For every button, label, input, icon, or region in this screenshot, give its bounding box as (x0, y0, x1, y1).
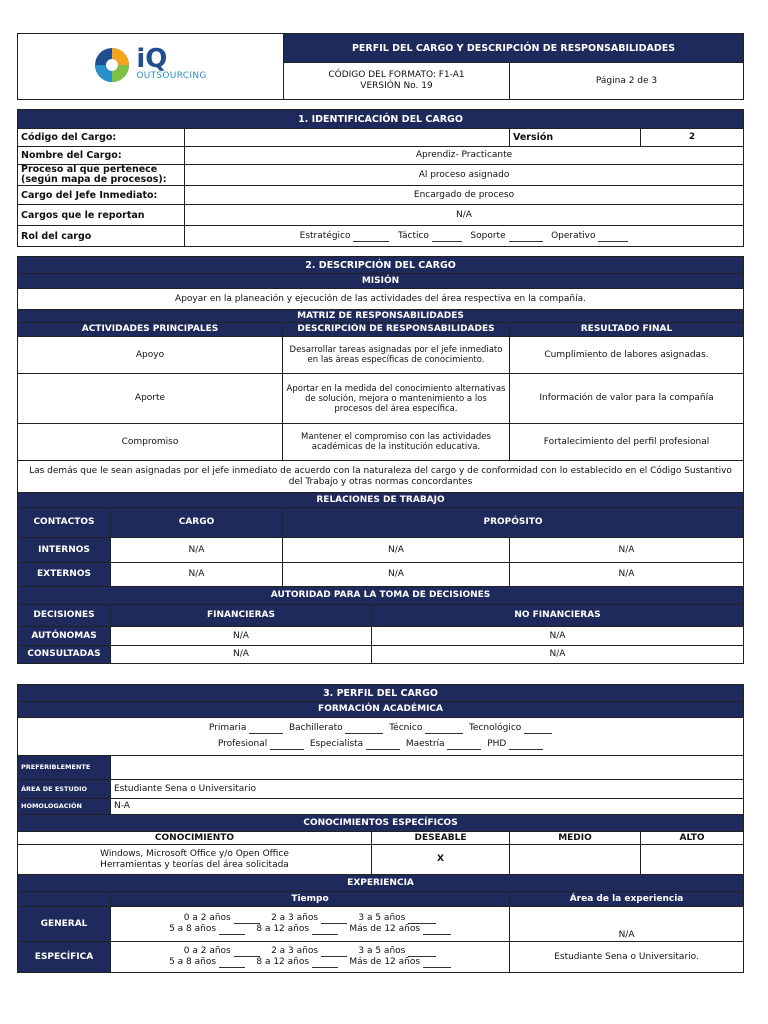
logo-swirl-icon (94, 47, 130, 83)
section-descripcion (17, 256, 744, 664)
table-row (18, 337, 744, 374)
conocimientos-title: CONOCIMIENTOS ESPECÍFICOS (18, 815, 744, 832)
logo-brand: iQ (136, 44, 168, 74)
table-row (18, 942, 744, 973)
aut-header-decisiones: DECISIONES (18, 605, 111, 627)
format-code-cell (284, 63, 510, 100)
tiempo-mas-12: Más de 12 años (349, 924, 421, 934)
rol-label: Rol del cargo (18, 226, 185, 247)
format-version: VERSIÓN No. 19 (360, 81, 433, 91)
exp-header-tiempo: Tiempo (111, 892, 510, 907)
aut-autonomas-fin: N/A (111, 627, 372, 646)
proceso-label: Proceso al que pertenece (según mapa de procesos): (18, 165, 185, 186)
aut-header-no-financieras: NO FINANCIERAS (372, 605, 744, 627)
mision-title: MISIÓN (18, 274, 744, 289)
matriz-descripcion: Aportar en la medida del conocimiento alternativas de solución, mejora o mantenimiento a los procesos del área específica. (283, 374, 510, 424)
rel-header-proposito: PROPÓSITO (283, 508, 744, 538)
exp-general-tiempo (111, 907, 510, 942)
table-row (18, 563, 744, 587)
document-title: PERFIL DEL CARGO Y DESCRIPCIÓN DE RESPONSABILIDADES (284, 34, 744, 63)
conoc-deseable-mark: X (372, 845, 510, 875)
tiempo-2-3: 2 a 3 años (271, 946, 319, 956)
table-row (18, 845, 744, 875)
tiempo-5-8: 5 a 8 años (169, 924, 217, 934)
homologacion-label: HOMOLOGACIÓN (18, 799, 111, 815)
exp-especifica-label: ESPECÍFICA (18, 942, 111, 973)
autoridad-title: AUTORIDAD PARA LA TOMA DE DECISIONES (18, 587, 744, 605)
rel-externos-proposito-1: N/A (283, 563, 510, 587)
rel-internos-cargo: N/A (111, 538, 283, 563)
formacion-tecnologico: Tecnológico (468, 723, 522, 733)
matriz-actividad: Apoyo (18, 337, 283, 374)
matriz-descripcion: Desarrollar tareas asignadas por el jefe inmediato en las áreas específicas de conocimiento. (283, 337, 510, 374)
matriz-resultado: Cumplimiento de labores asignadas. (510, 337, 744, 374)
tiempo-mas-12: Más de 12 años (349, 957, 421, 967)
aut-autonomas-label: AUTÓNOMAS (18, 627, 111, 646)
conoc-header-deseable: DESEABLE (372, 832, 510, 845)
rel-header-contactos: CONTACTOS (18, 508, 111, 538)
jefe-value: Encargado de proceso (185, 186, 744, 205)
formacion-tecnico: Técnico (389, 723, 423, 733)
matriz-title: MATRIZ DE RESPONSABILIDADES (18, 310, 744, 323)
nombre-value: Aprendiz- Practicante (185, 147, 744, 165)
demas-text: Las demás que le sean asignadas por el jefe inmediato de acuerdo con la naturaleza del cargo y de conformidad con lo establecido en el Código Sustantivo del Trabajo y otras normas concordantes (18, 461, 744, 493)
preferiblemente-label: PREFERIBLEMENTE (18, 756, 111, 780)
matriz-actividad: Compromiso (18, 424, 283, 461)
format-code: CÓDIGO DEL FORMATO: F1-A1 (328, 70, 465, 80)
matriz-descripcion: Mantener el compromiso con las actividades académicas de la institución educativa. (283, 424, 510, 461)
section-1-title: 1. IDENTIFICACIÓN DEL CARGO (18, 110, 744, 129)
formacion-title: FORMACIÓN ACADÉMICA (18, 702, 744, 718)
conoc-header-conocimiento: CONOCIMIENTO (18, 832, 372, 845)
conoc-line-2: Herramientas y teorías del área solicitada (100, 859, 289, 870)
version-label: Versión (510, 129, 641, 147)
table-row (18, 646, 744, 664)
mision-text: Apoyar en la planeación y ejecución de las actividades del área respectiva en la compañía. (18, 289, 744, 310)
exp-especifica-area: Estudiante Sena o Universitario. (510, 942, 744, 973)
formacion-bachillerato: Bachillerato (288, 723, 343, 733)
homologacion-value: N-A (111, 799, 744, 815)
codigo-value (185, 129, 510, 147)
exp-general-label: GENERAL (18, 907, 111, 942)
matriz-header-actividades: ACTIVIDADES PRINCIPALES (18, 323, 283, 337)
formacion-options (18, 718, 744, 756)
conoc-header-medio: MEDIO (510, 832, 641, 845)
conoc-alto-mark (641, 845, 744, 875)
rel-internos-proposito-2: N/A (510, 538, 744, 563)
section-perfil (17, 684, 744, 973)
exp-header-area: Área de la experiencia (510, 892, 744, 907)
matriz-actividad: Aporte (18, 374, 283, 424)
tiempo-3-5: 3 a 5 años (358, 913, 406, 923)
conoc-header-alto: ALTO (641, 832, 744, 845)
area-estudio-label: ÁREA DE ESTUDIO (18, 780, 111, 799)
matriz-header-resultado: RESULTADO FINAL (510, 323, 744, 337)
rel-internos-proposito-1: N/A (283, 538, 510, 563)
exp-general-area: N/A (510, 907, 744, 942)
reportan-label: Cargos que le reportan (18, 205, 185, 226)
rol-soporte: Soporte (470, 230, 506, 241)
formacion-especialista: Especialista (309, 739, 364, 749)
conoc-description (18, 845, 372, 875)
section-3-title: 3. PERFIL DEL CARGO (18, 685, 744, 702)
rol-estrategico: Estratégico (299, 230, 351, 241)
version-value: 2 (641, 129, 744, 147)
table-row (18, 538, 744, 563)
table-row (18, 627, 744, 646)
proceso-value: Al proceso asignado (185, 165, 744, 186)
matriz-header-descripcion: DESCRIPCIÓN DE RESPONSABILIDADES (283, 323, 510, 337)
exp-especifica-tiempo (111, 942, 510, 973)
table-row (18, 907, 744, 942)
rel-externos-label: EXTERNOS (18, 563, 111, 587)
formacion-maestria: Maestría (405, 739, 445, 749)
conoc-medio-mark (510, 845, 641, 875)
area-estudio-value: Estudiante Sena o Universitario (111, 780, 744, 799)
experiencia-title: EXPERIENCIA (18, 875, 744, 892)
tiempo-8-12: 8 a 12 años (256, 957, 310, 967)
tiempo-2-3: 2 a 3 años (271, 913, 319, 923)
page-number: Página 2 de 3 (510, 63, 744, 100)
tiempo-0-2: 0 a 2 años (183, 946, 231, 956)
nombre-label: Nombre del Cargo: (18, 147, 185, 165)
rel-internos-label: INTERNOS (18, 538, 111, 563)
aut-consultadas-label: CONSULTADAS (18, 646, 111, 664)
aut-header-financieras: FINANCIERAS (111, 605, 372, 627)
rel-externos-proposito-2: N/A (510, 563, 744, 587)
preferiblemente-value (111, 756, 744, 780)
tiempo-5-8: 5 a 8 años (169, 957, 217, 967)
logo-subtitle: OUTSOURCING (136, 71, 207, 81)
tiempo-0-2: 0 a 2 años (183, 913, 231, 923)
matriz-resultado: Información de valor para la compañía (510, 374, 744, 424)
rel-header-cargo: CARGO (111, 508, 283, 538)
table-row (18, 374, 744, 424)
reportan-value: N/A (185, 205, 744, 226)
aut-consultadas-nofin: N/A (372, 646, 744, 664)
aut-autonomas-nofin: N/A (372, 627, 744, 646)
jefe-label: Cargo del Jefe Inmediato: (18, 186, 185, 205)
formacion-profesional: Profesional (217, 739, 268, 749)
matriz-resultado: Fortalecimiento del perfil profesional (510, 424, 744, 461)
logo-cell (18, 34, 284, 100)
rol-operativo: Operativo (551, 230, 596, 241)
header-table (17, 33, 744, 100)
codigo-label: Código del Cargo: (18, 129, 185, 147)
company-logo (94, 44, 207, 83)
tiempo-3-5: 3 a 5 años (358, 946, 406, 956)
section-identificacion (17, 109, 744, 247)
table-row (18, 424, 744, 461)
conoc-line-1: Windows, Microsoft Office y/o Open Office (100, 848, 289, 859)
exp-header-blank (18, 892, 111, 907)
rol-tactico: Táctico (397, 230, 429, 241)
relaciones-title: RELACIONES DE TRABAJO (18, 493, 744, 508)
aut-consultadas-fin: N/A (111, 646, 372, 664)
tiempo-8-12: 8 a 12 años (256, 924, 310, 934)
rol-options (185, 226, 744, 247)
rel-externos-cargo: N/A (111, 563, 283, 587)
formacion-phd: PHD (487, 739, 507, 749)
section-2-title: 2. DESCRIPCIÓN DEL CARGO (18, 257, 744, 274)
formacion-primaria: Primaria (208, 723, 247, 733)
